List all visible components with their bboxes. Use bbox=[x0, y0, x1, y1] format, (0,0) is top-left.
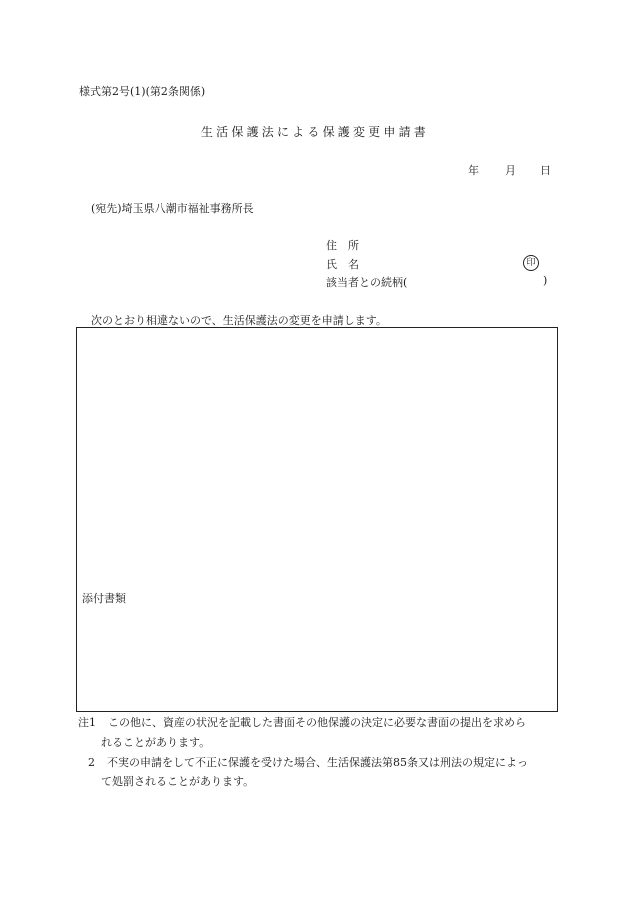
relation-close-paren: ) bbox=[543, 274, 548, 287]
relation-label: 該当者との続柄( bbox=[326, 276, 408, 289]
date-month-label: 月 bbox=[505, 164, 516, 177]
note-1 bbox=[78, 714, 526, 730]
name-label: 氏 名 bbox=[326, 258, 359, 271]
change-details-box[interactable] bbox=[76, 327, 558, 712]
note-2 bbox=[88, 754, 528, 770]
seal-mark: 印 bbox=[523, 255, 539, 271]
form-number: 様式第2号(1)(第2条関係) bbox=[79, 85, 206, 98]
note-1-number: 注1 bbox=[78, 716, 96, 729]
note-1-line1: この他に、資産の状況を記載した書面その他保護の決定に必要な書面の提出を求めら bbox=[108, 716, 526, 729]
date-day-label: 日 bbox=[540, 164, 551, 177]
note-2-line1: 不実の申請をして不正に保護を受けた場合、生活保護法第85条又は刑法の規定によっ bbox=[107, 756, 528, 769]
date-year-label: 年 bbox=[468, 164, 479, 177]
addressee: (宛先)埼玉県八潮市福祉事務所長 bbox=[91, 202, 254, 215]
attachments-label: 添付書類 bbox=[82, 592, 126, 605]
application-statement: 次のとおり相違ないので、生活保護法の変更を申請します。 bbox=[91, 314, 387, 327]
note-1-line2: れることがあります。 bbox=[101, 736, 211, 749]
note-2-line2: て処罰されることがあります。 bbox=[101, 775, 255, 788]
address-label: 住 所 bbox=[326, 239, 359, 252]
note-2-number: 2 bbox=[88, 756, 95, 769]
document-title: 生活保護法による保護変更申請書 bbox=[200, 125, 429, 139]
